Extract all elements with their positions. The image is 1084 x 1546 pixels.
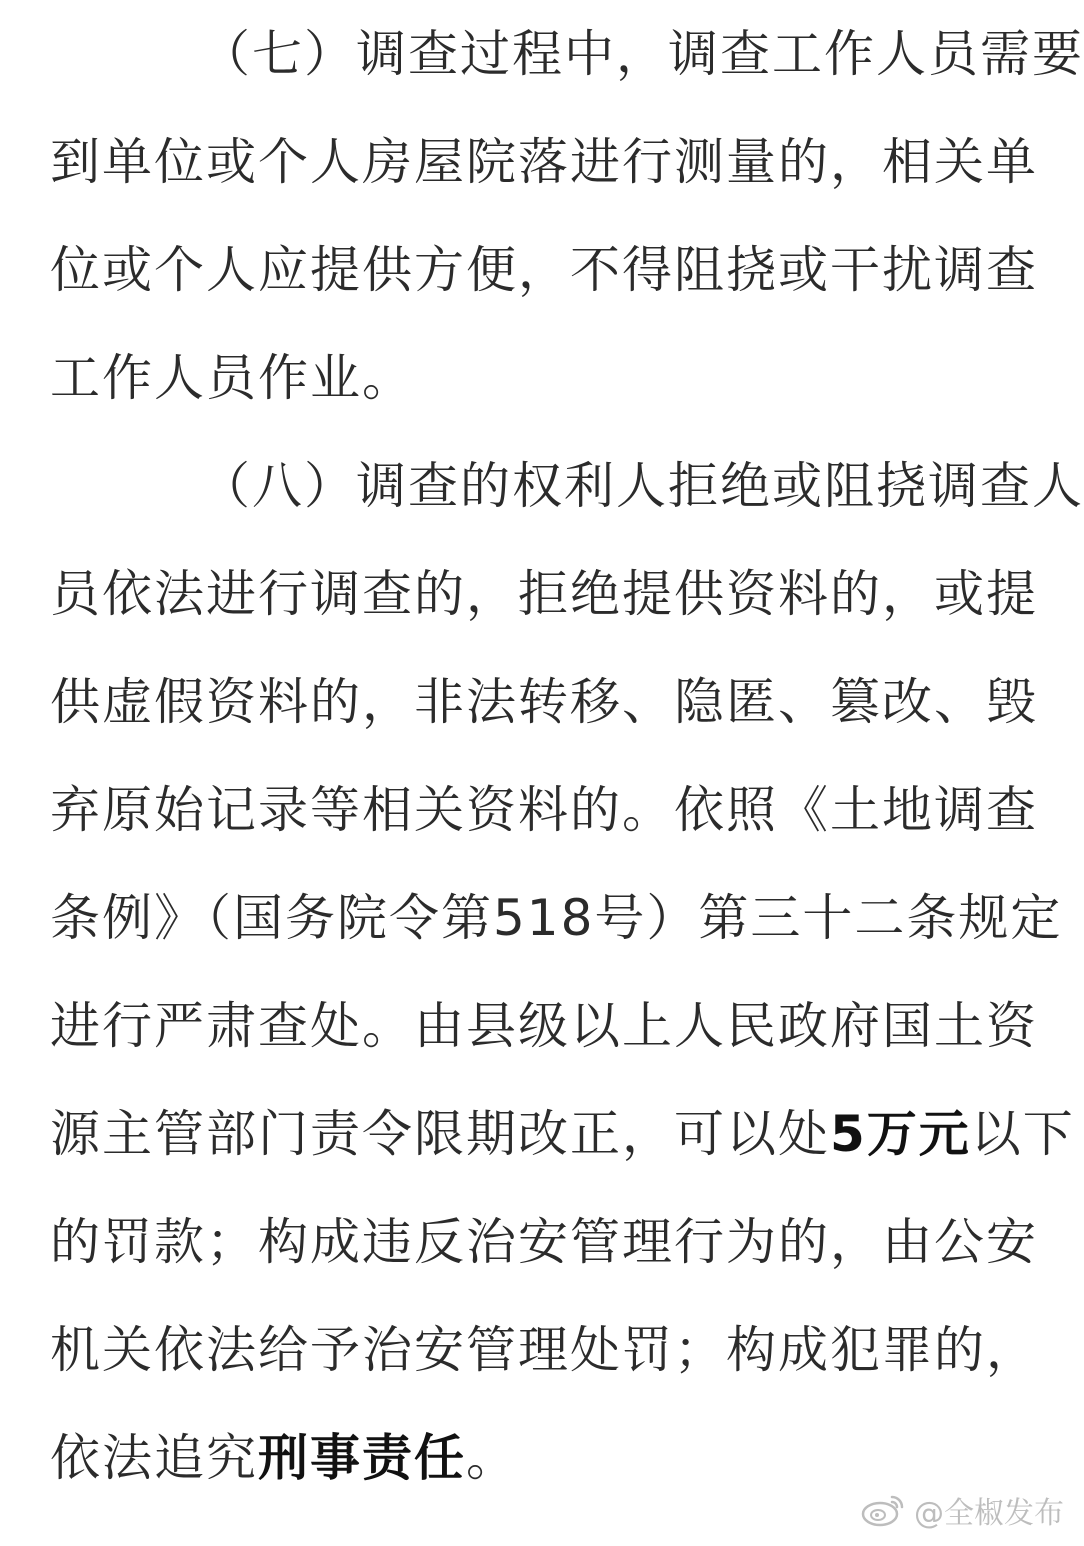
paragraph-8-line-4: 弃原始记录等相关资料的。依照《土地调查 bbox=[50, 781, 1038, 839]
last-line-suffix: 。 bbox=[466, 1429, 518, 1487]
fine-line-suffix: 以下 bbox=[970, 1105, 1075, 1163]
article-body bbox=[50, 0, 1084, 1512]
paragraph-8-line-after-1: 的罚款；构成违反治安管理行为的，由公安 bbox=[50, 1213, 1038, 1271]
paragraph-8-line-2: 员依法进行调查的，拒绝提供资料的，或提 bbox=[50, 565, 1038, 623]
weibo-logo-icon bbox=[860, 1493, 906, 1527]
paragraph-7-line-2: 到单位或个人房屋院落进行测量的，相关单 bbox=[50, 133, 1038, 191]
last-line-prefix: 依法追究 bbox=[50, 1429, 258, 1487]
watermark-text: @全椒发布 bbox=[914, 1496, 1064, 1531]
paragraph-7-line-4: 工作人员作业。 bbox=[50, 349, 414, 407]
fine-amount-bold: 5万元 bbox=[830, 1105, 971, 1163]
paragraph-8-line-6: 进行严肃查处。由县级以上人民政府国土资 bbox=[50, 997, 1038, 1055]
criminal-liability-bold: 刑事责任 bbox=[258, 1429, 466, 1487]
weibo-watermark bbox=[860, 1488, 1064, 1532]
paragraph-7-line-3: 位或个人应提供方便，不得阻挠或干扰调查 bbox=[50, 241, 1038, 299]
paragraph-8-line-1: （八）调查的权利人拒绝或阻挠调查人 bbox=[200, 457, 1084, 515]
paragraph-8-line-5: 条例》（国务院令第518号）第三十二条规定 bbox=[50, 889, 1063, 947]
paragraph-7-line-1: （七）调查过程中，调查工作人员需要 bbox=[200, 25, 1084, 83]
paragraph-8-line-after-2: 机关依法给予治安管理处罚；构成犯罪的， bbox=[50, 1321, 1038, 1379]
paragraph-8-line-fine bbox=[50, 1080, 1075, 1188]
paragraph-8-line-3: 供虚假资料的，非法转移、隐匿、篡改、毁 bbox=[50, 673, 1038, 731]
fine-line-prefix: 源主管部门责令限期改正，可以处 bbox=[50, 1105, 830, 1163]
